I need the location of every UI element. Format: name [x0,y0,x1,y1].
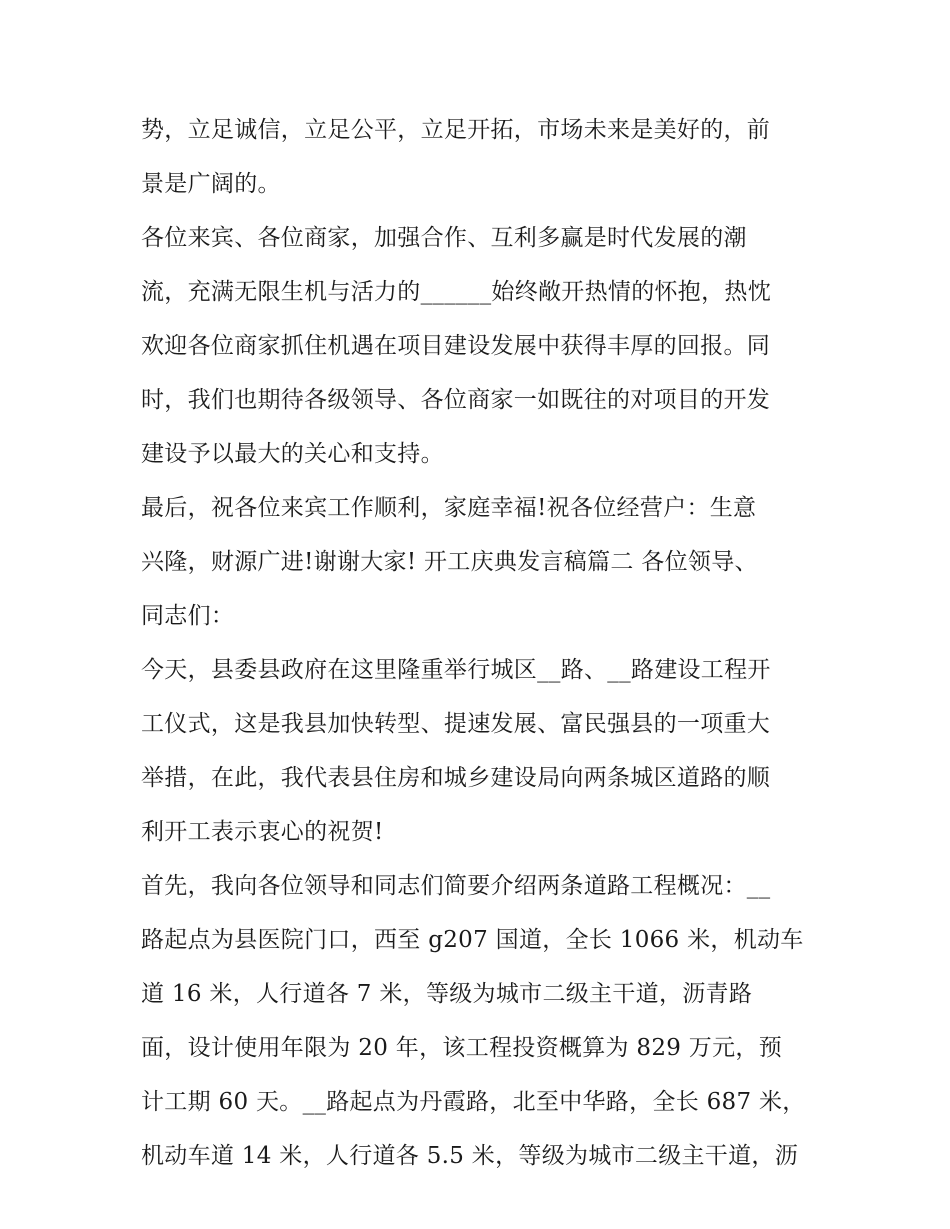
text-line: 路起点为县医院门口，西至 g207 国道，全长 1066 米，机动车 [141,927,804,953]
text-line: 时，我们也期待各级领导、各位商家一如既往的对项目的开发 [141,387,771,413]
text-line: 计工期 60 天。__路起点为丹霞路，北至中华路，全长 687 米， [141,1089,806,1115]
text-line: 流，充满无限生机与活力的______始终敞开热情的怀抱，热忱 [141,279,771,305]
text-line: 工仪式，这是我县加快转型、提速发展、富民强县的一项重大 [141,711,771,737]
text-line: 举措，在此，我代表县住房和城乡建设局向两条城区道路的顺 [141,765,771,791]
text-line: 利开工表示衷心的祝贺! [141,819,384,845]
text-line: 同志们： [141,603,235,629]
text-line: 各位来宾、各位商家，加强合作、互利多赢是时代发展的潮 [141,225,747,251]
text-line: 机动车道 14 米，人行道各 5.5 米，等级为城市二级主干道，沥 [141,1143,798,1169]
text-line: 道 16 米，人行道各 7 米，等级为城市二级主干道，沥青路 [141,981,753,1007]
text-line: 兴隆，财源广进!谢谢大家! 开工庆典发言稿篇二 各位领导、 [141,549,758,575]
text-line: 首先，我向各位领导和同志们简要介绍两条道路工程概况：__ [141,873,771,899]
text-line: 最后，祝各位来宾工作顺利，家庭幸福!祝各位经营户：生意 [141,495,757,521]
text-line: 面，设计使用年限为 20 年，该工程投资概算为 829 万元，预 [141,1035,783,1061]
text-line: 欢迎各位商家抓住机遇在项目建设发展中获得丰厚的回报。同 [141,333,771,359]
text-line: 建设予以最大的关心和支持。 [141,441,444,467]
text-line: 景是广阔的。 [141,171,281,197]
text-line: 势，立足诚信，立足公平，立足开拓，市场未来是美好的，前 [141,117,771,143]
text-line: 今天，县委县政府在这里隆重举行城区__路、__路建设工程开 [141,657,771,683]
